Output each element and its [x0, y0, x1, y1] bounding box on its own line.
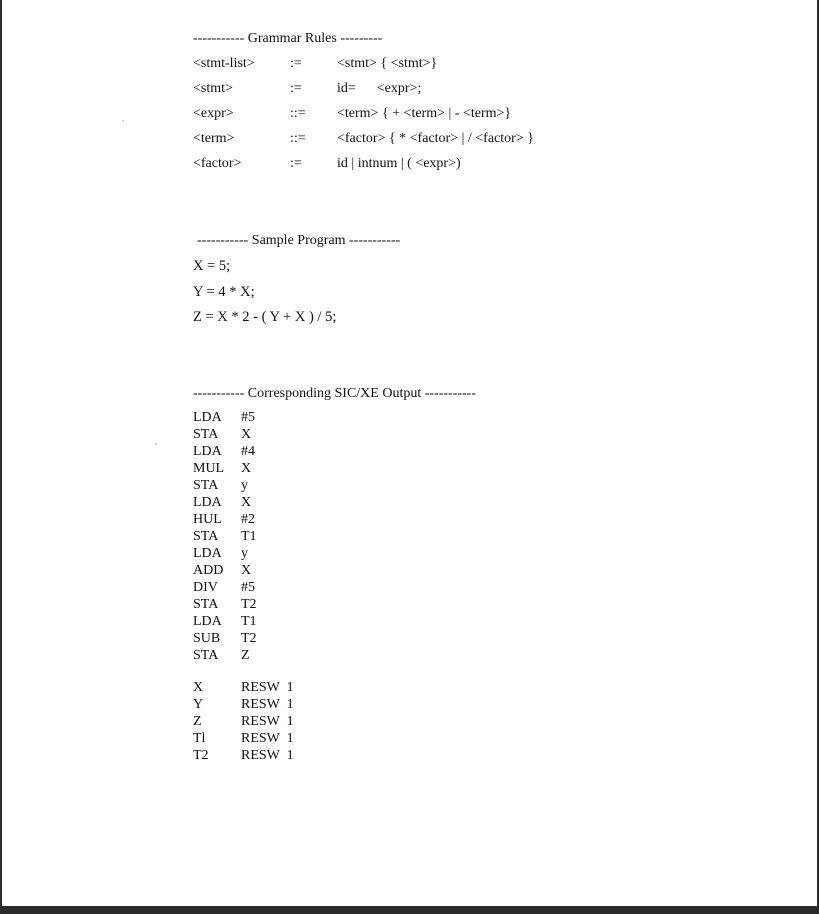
rule-operator: ::= [290, 131, 306, 146]
directive: RESW 1 [241, 714, 294, 729]
scan-speck [155, 443, 157, 445]
opcode: STA [193, 648, 219, 663]
opcode: LDA [193, 495, 222, 510]
rule-rhs: id | intnum | ( <expr>) [337, 156, 461, 171]
operand: #2 [241, 512, 255, 527]
rule-rhs: <stmt> { <stmt>} [337, 56, 438, 71]
opcode: DIV [193, 580, 218, 595]
rule-operator: ::= [290, 106, 306, 121]
opcode: LDA [193, 546, 222, 561]
opcode: LDA [193, 410, 222, 425]
rule-lhs: <stmt-list> [193, 56, 255, 71]
symbol: X [193, 680, 204, 695]
operand: X [241, 495, 252, 510]
opcode: LDA [193, 614, 222, 629]
operand: Z [241, 648, 250, 663]
opcode: HUL [193, 512, 222, 527]
directive: RESW 1 [241, 748, 294, 763]
operand: #4 [241, 444, 255, 459]
program-line: X = 5; [193, 258, 231, 274]
symbol: T2 [193, 748, 209, 763]
operand: X [241, 427, 252, 442]
program-line: Y = 4 * X; [193, 284, 255, 300]
operand: #5 [241, 580, 255, 595]
program-heading: ----------- Sample Program ----------- [197, 233, 401, 248]
opcode: LDA [193, 444, 222, 459]
opcode: ADD [193, 563, 224, 578]
rule-operator: := [290, 156, 302, 171]
operand: T2 [241, 631, 257, 646]
opcode: STA [193, 529, 219, 544]
operand: X [241, 563, 252, 578]
output-heading: ----------- Corresponding SIC/XE Output ----------- [193, 386, 477, 401]
program-line: Z = X * 2 - ( Y + X ) / 5; [193, 309, 337, 325]
rule-lhs: <stmt> [193, 81, 233, 96]
opcode: MUL [193, 461, 225, 476]
opcode: STA [193, 427, 219, 442]
rule-operator: := [290, 56, 302, 71]
operand: T1 [241, 614, 257, 629]
rule-lhs: <expr> [193, 106, 234, 121]
opcode: SUB [193, 631, 221, 646]
opcode: STA [193, 597, 219, 612]
symbol: Y [193, 697, 204, 712]
grammar-heading: ----------- Grammar Rules --------- [193, 31, 383, 46]
operand: y [241, 546, 248, 561]
rule-rhs: id= <expr>; [337, 81, 422, 96]
scan-speck [122, 120, 124, 122]
rule-operator: := [290, 81, 302, 96]
directive: RESW 1 [241, 680, 294, 695]
symbol: Z [193, 714, 202, 729]
rule-rhs: <term> { + <term> | - <term>} [337, 106, 512, 121]
operand: T1 [241, 529, 257, 544]
directive: RESW 1 [241, 697, 294, 712]
symbol: Tl [193, 731, 206, 746]
page-border-bottom [0, 906, 819, 914]
rule-lhs: <term> [193, 131, 235, 146]
directive: RESW 1 [241, 731, 294, 746]
page-border-left [0, 0, 2, 906]
operand: X [241, 461, 252, 476]
opcode: STA [193, 478, 219, 493]
rule-lhs: <factor> [193, 156, 242, 171]
operand: T2 [241, 597, 257, 612]
operand: y [241, 478, 248, 493]
operand: #5 [241, 410, 255, 425]
rule-rhs: <factor> { * <factor> | / <factor> } [337, 131, 534, 146]
